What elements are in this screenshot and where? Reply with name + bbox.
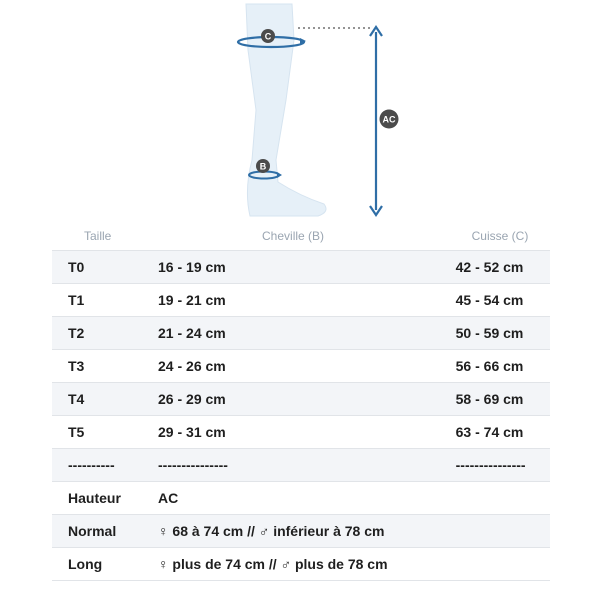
ankle-cell: 29 - 31 cm [158,416,456,449]
separator-cell: ---------- [52,449,158,482]
ankle-cell: 24 - 26 cm [158,350,456,383]
length-label: Long [52,548,158,581]
table-row [52,251,550,284]
ankle-ring-arrow-icon [277,172,282,178]
separator-cell: --------------- [158,449,456,482]
height-value: AC [158,482,550,515]
leg-illustration [0,0,600,222]
thigh-cell: 63 - 74 cm [456,416,550,449]
ankle-cell: 16 - 19 cm [158,251,456,284]
size-cell: T3 [52,350,158,383]
size-cell: T0 [52,251,158,284]
badge-ac-label: AC [382,114,396,125]
thigh-cell: 50 - 59 cm [456,317,550,350]
table-header-row [52,222,550,251]
ankle-cell: 21 - 24 cm [158,317,456,350]
leg-measurement-diagram [0,0,600,222]
header-size: Taille [84,229,112,243]
size-chart-table [52,222,550,581]
leg-silhouette [246,4,326,216]
header-thigh: Cuisse (C) [471,229,529,243]
length-value: ♀ plus de 74 cm // ♂ plus de 78 cm [158,548,550,581]
size-cell: T2 [52,317,158,350]
thigh-cell: 56 - 66 cm [456,350,550,383]
header-ankle: Cheville (B) [262,229,325,243]
badge-c-label: C [264,31,272,42]
separator-cell: --------------- [456,449,550,482]
separator-row [52,449,550,482]
table-row [52,383,550,416]
table-row [52,350,550,383]
height-label: Hauteur [52,482,158,515]
length-label: Normal [52,515,158,548]
size-cell: T1 [52,284,158,317]
length-row-normal [52,515,550,548]
thigh-cell: 42 - 52 cm [456,251,550,284]
thigh-cell: 45 - 54 cm [456,284,550,317]
ankle-cell: 26 - 29 cm [158,383,456,416]
size-cell: T5 [52,416,158,449]
length-row-long [52,548,550,581]
ankle-cell: 19 - 21 cm [158,284,456,317]
badge-b-label: B [259,161,267,172]
table-row [52,317,550,350]
thigh-cell: 58 - 69 cm [456,383,550,416]
size-cell: T4 [52,383,158,416]
height-row [52,482,550,515]
table-row [52,284,550,317]
table-row [52,416,550,449]
length-value: ♀ 68 à 74 cm // ♂ inférieur à 78 cm [158,515,550,548]
